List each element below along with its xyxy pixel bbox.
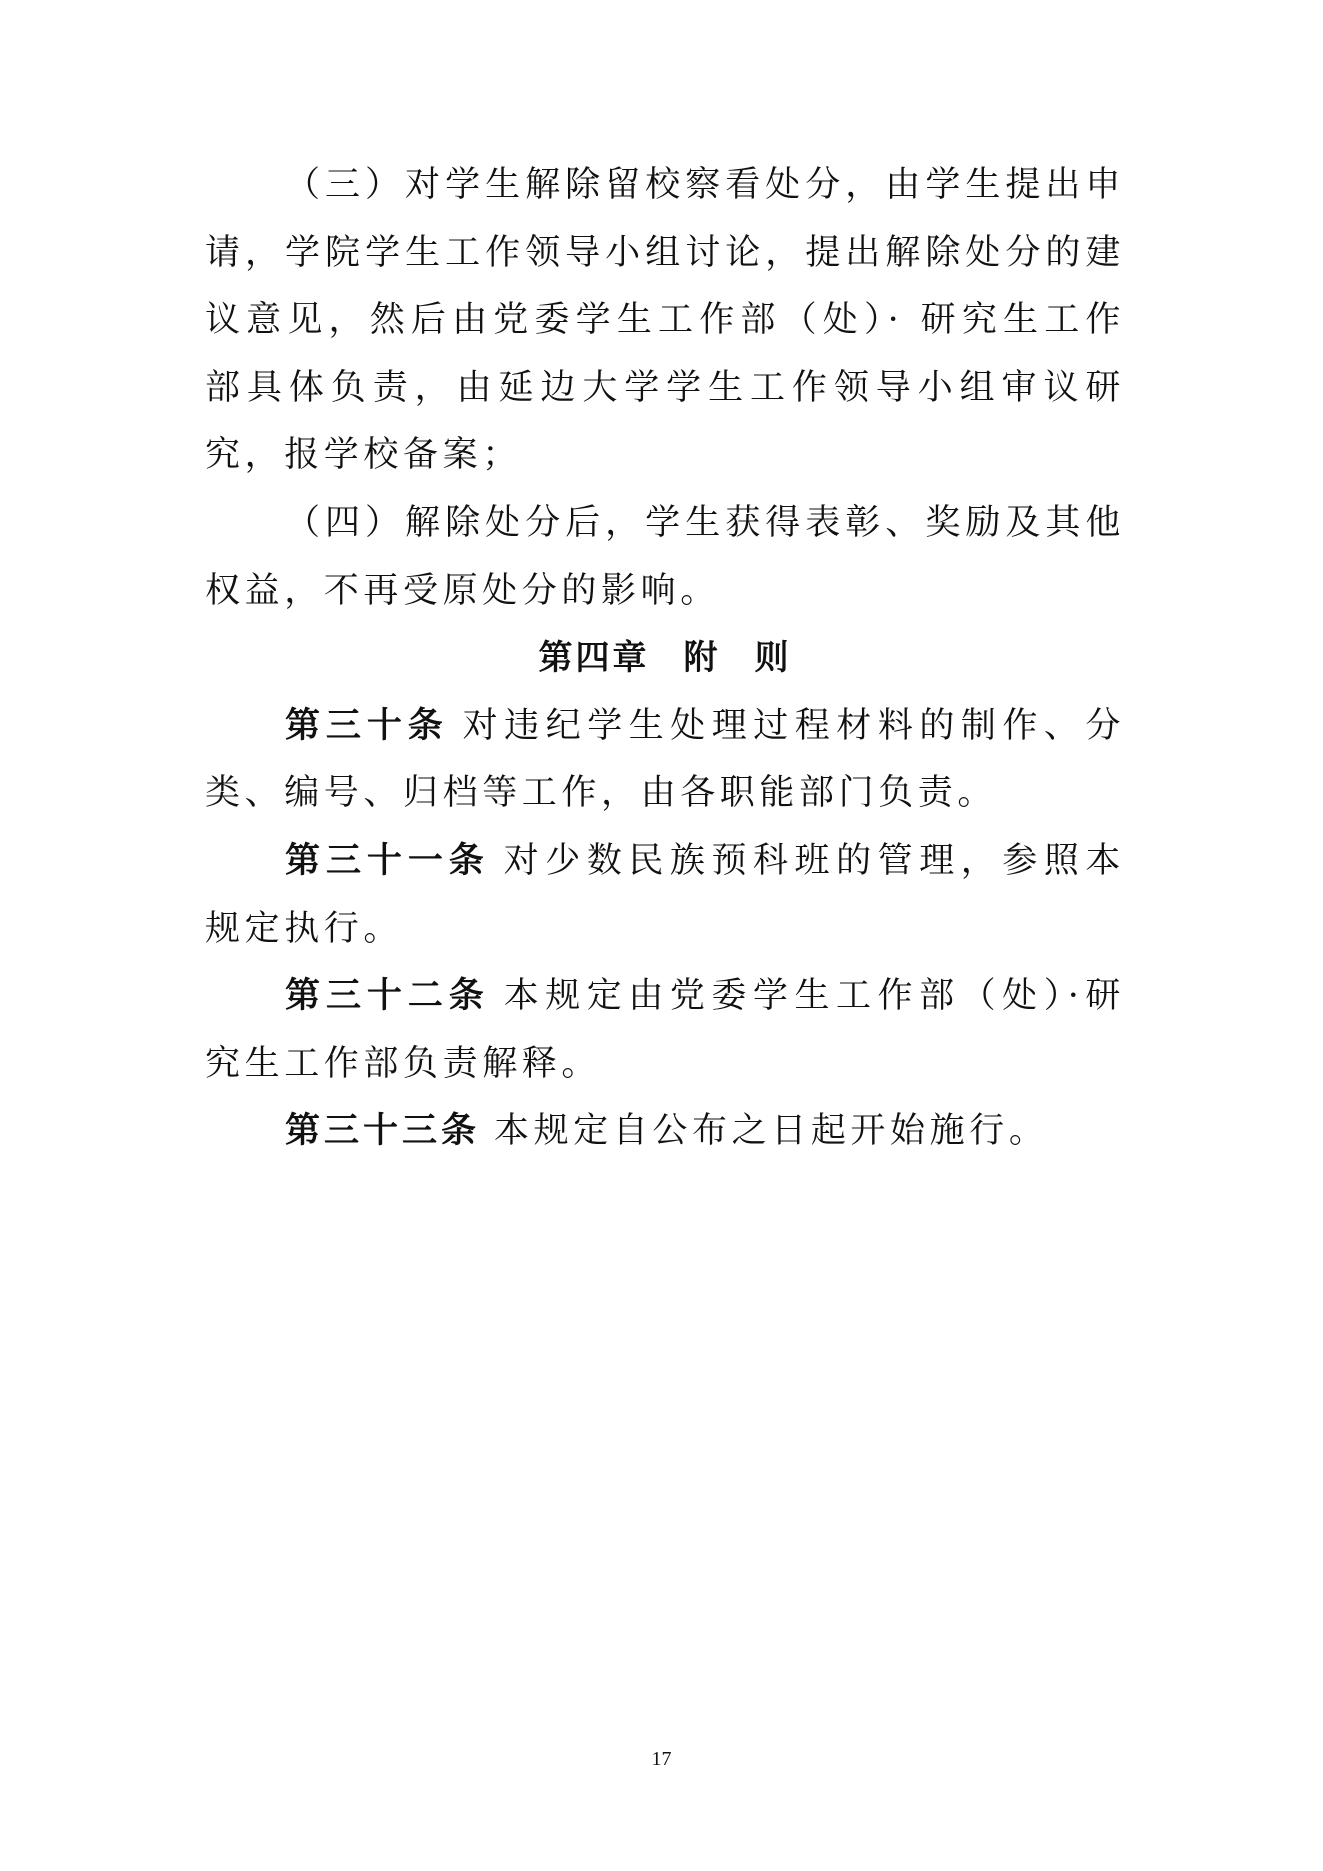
page-number: 17 [651,1748,672,1770]
paragraph-after-revocation: （四）解除处分后，学生获得表彰、奖励及其他权益，不再受原处分的影响。 [205,502,1125,611]
article-label: 第三十二条 [285,976,490,1017]
article-33 [205,1098,1125,1166]
article-30 [205,693,1125,828]
chapter-number: 第四章 [538,638,650,679]
article-31 [205,828,1125,963]
article-text: 对少数民族预科班的管理，参照本规定执行。 [205,840,1125,949]
article-label: 第三十三条 [285,1111,481,1152]
chapter-name-part1: 附 [683,638,721,679]
article-label: 第三十条 [285,705,449,746]
article-text: 本规定自公布之日起开始施行。 [494,1111,1049,1152]
chapter-name-part2: 则 [754,638,792,679]
article-text: 对违纪学生处理过程材料的制作、分类、编号、归档等工作，由各职能部门负责。 [205,705,1125,814]
article-text: 本规定由党委学生工作部（处）·研究生工作部负责解释。 [205,976,1125,1084]
chapter-heading [205,625,1125,693]
article-32 [205,963,1125,1098]
document-body [205,152,1125,1166]
paragraph-revoke-probation: （三）对学生解除留校察看处分，由学生提出申请，学院学生工作领导小组讨论，提出解除处分的建议意见，然后由党委学生工作部（处）· 研究生工作部具体负责，由延边大学学生工作领导小组审议研究，报学校备案； [205,165,1125,476]
article-label: 第三十一条 [285,840,490,881]
